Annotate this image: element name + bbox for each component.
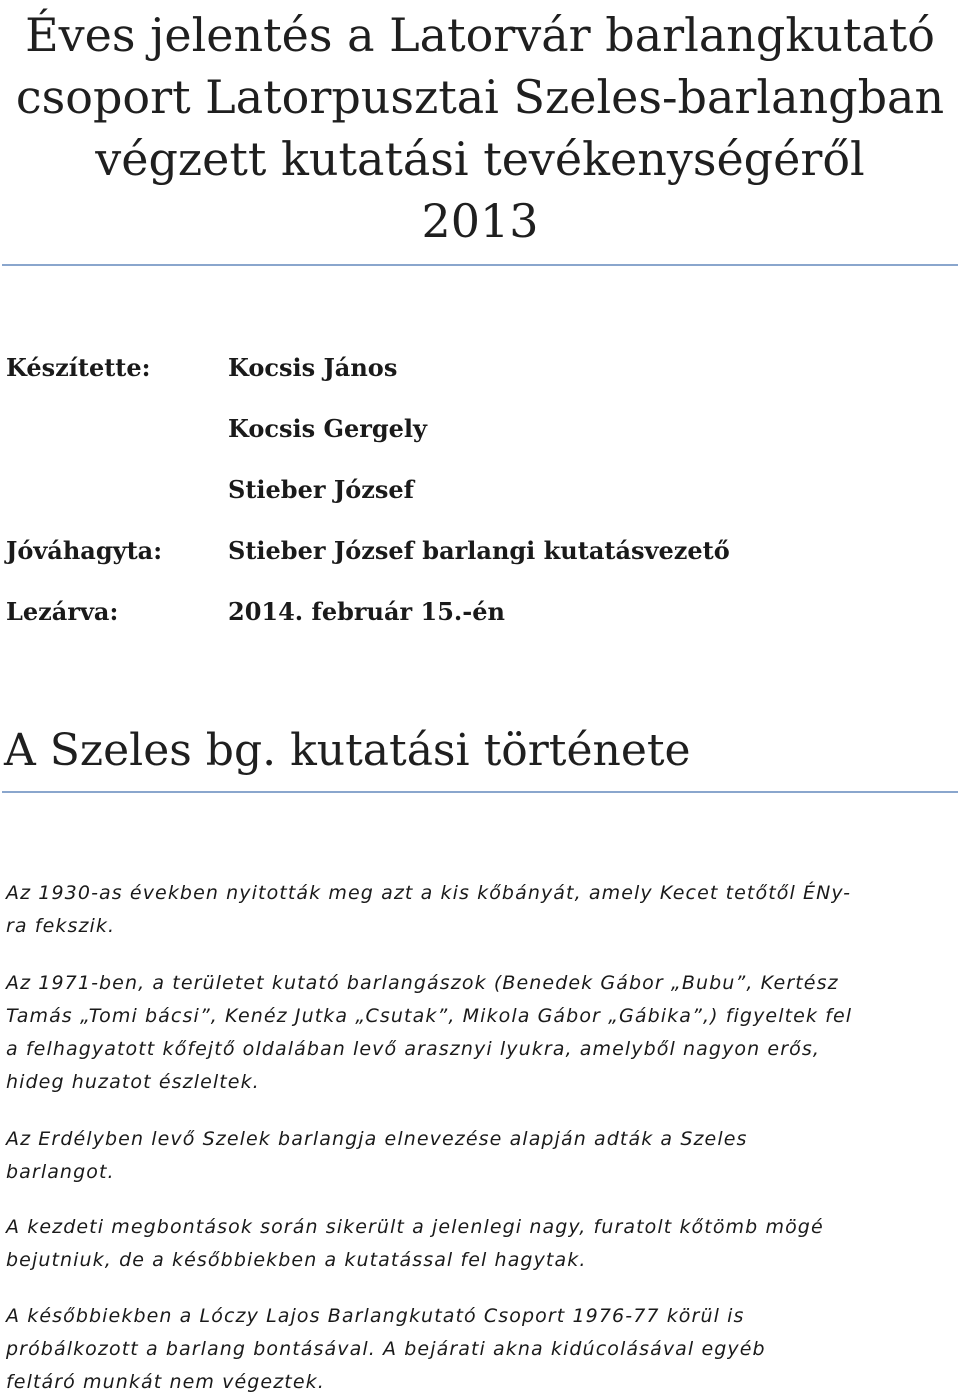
meta-value: Kocsis János: [228, 353, 398, 382]
paragraph-line: Az 1971-ben, a területet kutató barlangászok (Benedek Gábor „Bubu”, Kertész: [6, 972, 839, 994]
paragraph-line: barlangot.: [6, 1161, 115, 1183]
meta-label: Jóváhagyta:: [6, 536, 163, 565]
meta-value: 2014. február 15.-én: [228, 597, 505, 626]
meta-label: Készítette:: [6, 353, 151, 382]
paragraph-quarry-opening: [6, 877, 954, 943]
meta-row-prepared-by: [6, 348, 946, 409]
paragraph-line: Tamás „Tomi bácsi”, Kenéz Jutka „Csutak”, Mikola Gábor „Gábika”,) figyeltek fel: [6, 1005, 853, 1027]
paragraph-line: feltáró munkát nem végeztek.: [6, 1371, 325, 1393]
paragraph-line: ra fekszik.: [6, 915, 116, 937]
section-heading-divider: [2, 791, 958, 793]
title-underline-divider: [2, 264, 958, 266]
title-line: végzett kutatási tevékenységéről: [95, 132, 865, 186]
title-line: Éves jelentés a Latorvár barlangkutató: [25, 8, 935, 62]
paragraph-line: próbálkozott a barlang bontásával. A bejárati akna kidúcolásával egyéb: [6, 1338, 766, 1360]
paragraph-line: bejutniuk, de a későbbiekben a kutatással fel hagytak.: [6, 1249, 587, 1271]
paragraph-discovery-1971: [6, 967, 954, 1099]
title-line: csoport Latorpusztai Szeles-barlangban: [15, 70, 945, 124]
meta-value: Stieber József barlangi kutatásvezető: [228, 536, 730, 565]
paragraph-line: Az 1930-as években nyitották meg azt a kis kőbányát, amely Kecet tetőtől ÉNy-: [6, 882, 852, 904]
paragraph-line: a felhagyatott kőfejtő oldalában levő arasznyi lyukra, amelyből nagyon erős,: [6, 1038, 820, 1060]
paragraph-loczy-group: [6, 1300, 954, 1399]
meta-row-author-3: [6, 470, 946, 531]
paragraph-line: A későbbiekben a Lóczy Lajos Barlangkutató Csoport 1976-77 körül is: [6, 1305, 745, 1327]
paragraph-early-excavation: [6, 1211, 954, 1277]
meta-row-author-2: [6, 409, 946, 470]
paragraph-line: hideg huzatot észleltek.: [6, 1071, 260, 1093]
paragraph-naming: [6, 1123, 954, 1189]
meta-label: Lezárva:: [6, 597, 119, 626]
section-heading: A Szeles bg. kutatási története: [4, 725, 691, 776]
document-title: [0, 4, 960, 252]
document-metadata: [6, 348, 946, 653]
meta-value: Kocsis Gergely: [228, 414, 427, 443]
meta-row-approved-by: [6, 531, 946, 592]
title-year: 2013: [421, 194, 539, 248]
paragraph-line: Az Erdélyben levő Szelek barlangja elnevezése alapján adták a Szeles: [6, 1128, 748, 1150]
meta-row-closed-on: [6, 592, 946, 653]
meta-value: Stieber József: [228, 475, 414, 504]
paragraph-line: A kezdeti megbontások során sikerült a jelenlegi nagy, furatolt kőtömb mögé: [6, 1216, 824, 1238]
